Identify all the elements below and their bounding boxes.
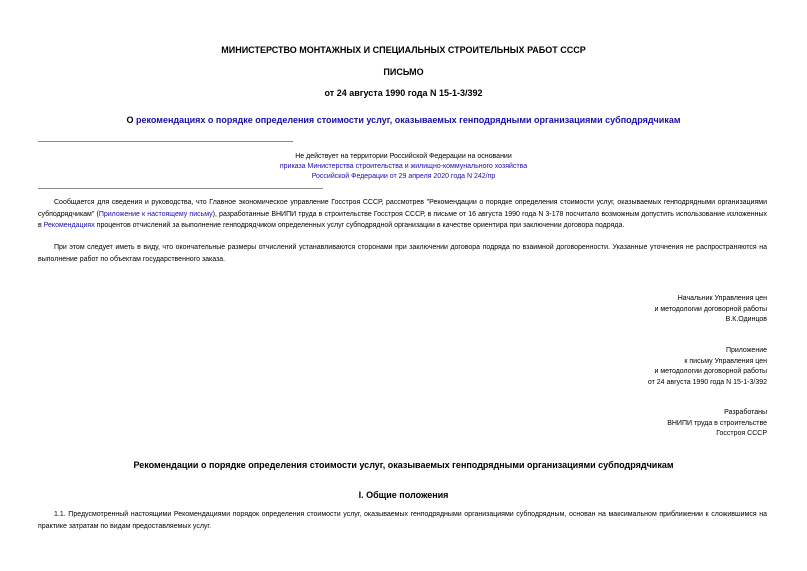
doc-date-heading: от 24 августа 1990 года N 15-1-3/392 — [324, 88, 483, 98]
section-paragraph-text: 1.1. Предусмотренный настоящими Рекомендациями порядок определения стоимости услуг, оказываемых генподрядными организациями субподрядным, основан на максимальном приближении к сложившимся на практике затратам по видам предоставляемых услуг. — [38, 511, 767, 530]
appendix-line-4: от 24 августа 1990 года N 15-1-3/392 — [647, 378, 767, 386]
paragraph1-text-1: Сообщается для сведения и руководства, что Главное экономическое управление Госстроя СССР, рассмотрев "Рекомендации о порядке определения стоимости услуг, оказываемых генподрядными организациями субподрядчикам" ( — [38, 199, 767, 218]
notice-line-1: Не действует на территории Российской Федерации на основании — [295, 153, 512, 160]
developed-line-3: Госстроя СССР — [716, 430, 767, 437]
paragraph2-text: При этом следует иметь в виду, что окончательные размеры отчислений устанавливаются сторонами при заключении договора подряда по взаимной договоренности. Указанные уточнения не распространяются на выполнение работ по объектам государственного заказа. — [38, 244, 767, 263]
doc-type-heading: ПИСЬМО — [383, 67, 424, 77]
section-heading: I. Общие положения — [358, 490, 449, 500]
document-title — [0, 115, 807, 125]
section-paragraph — [38, 509, 767, 532]
notice-order-link-1[interactable]: приказа Министерства строительства и жилищно-коммунального хозяйства — [279, 163, 528, 170]
signature-line-1: Начальник Управления цен — [677, 295, 767, 302]
divider-bottom — [38, 188, 323, 189]
appendix-line-1: Приложение — [725, 347, 767, 354]
appendix-link[interactable]: Приложение к настоящему письму — [98, 210, 213, 218]
status-notice — [0, 152, 807, 182]
divider-top — [38, 141, 293, 142]
developed-line-1: Разработаны — [724, 409, 767, 416]
appendix-line-3: и методологии договорной работы — [654, 368, 767, 375]
developed-block — [667, 408, 767, 440]
title-prefix: О — [126, 115, 137, 125]
signature-name: В.К.Одинцов — [725, 316, 767, 323]
paragraph-note — [38, 242, 767, 265]
paragraph-main — [38, 197, 767, 232]
appendix-block — [648, 346, 767, 388]
recommendations-title: Рекомендации о порядке определения стоимости услуг, оказываемых генподрядными организациями субподрядчикам — [133, 460, 674, 470]
paragraph1-text-2: ), разработанные ВНИПИ труда в строительстве Госстроя СССР, в письме от 16 августа 1990 года N 3-178 посчитало возможным допустить использование изложенных в — [38, 210, 767, 229]
paragraph1-text-3: процентов отчислений за выполнение генподрядчиком определенных услуг субподрядной организации в качестве ориентира при заключении договора подряда. — [94, 222, 625, 229]
notice-order-link-2[interactable]: Российской Федерации от 29 апреля 2020 года N 242/пр — [311, 173, 496, 180]
title-link[interactable]: рекомендациях о порядке определения стоимости услуг, оказываемых генподрядными организациями субподрядчикам — [136, 115, 681, 125]
developed-line-2: ВНИПИ труда в строительстве — [667, 419, 767, 427]
ministry-heading: МИНИСТЕРСТВО МОНТАЖНЫХ И СПЕЦИАЛЬНЫХ СТРОИТЕЛЬНЫХ РАБОТ СССР — [221, 45, 586, 55]
recommendations-link[interactable]: Рекомендациях — [43, 222, 95, 229]
signature-line-2: и методологии договорной работы — [654, 305, 767, 313]
signature-block — [655, 294, 767, 326]
appendix-line-2: к письму Управления цен — [684, 357, 767, 365]
